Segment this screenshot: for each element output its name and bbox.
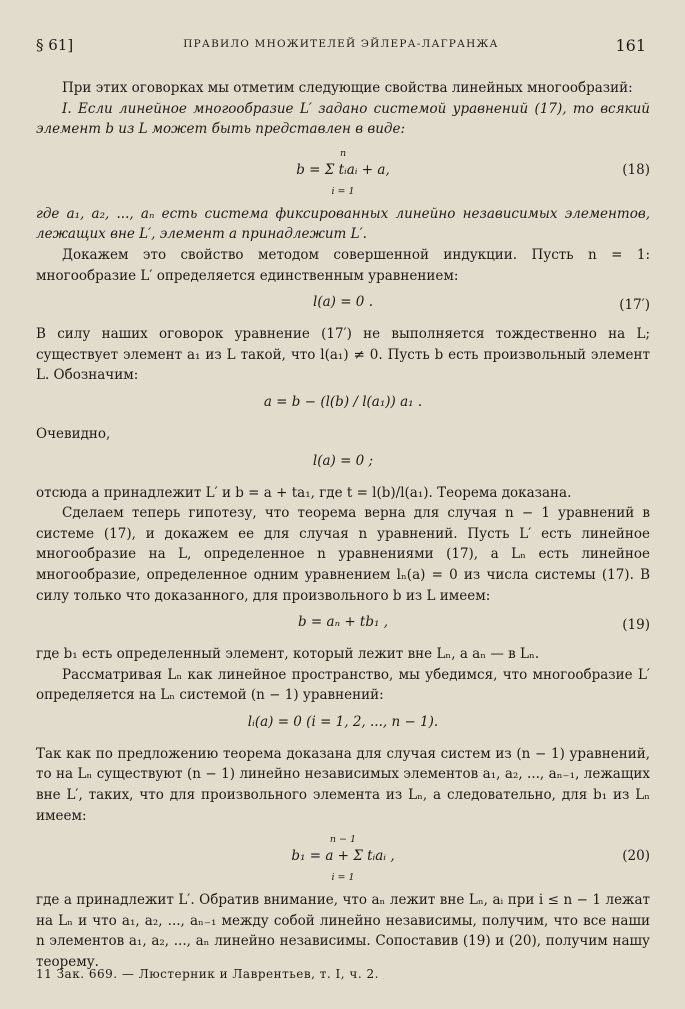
equation-body: l(a) = 0 ; [312,452,374,469]
running-title: ПРАВИЛО МНОЖИТЕЛЕЙ ЭЙЛЕРА-ЛАГРАНЖА [183,38,499,50]
equation-body: l(a) = 0 . [313,294,373,311]
equation-body: b₁ = a + Σ tᵢaᵢ , [291,848,395,865]
paragraph: При этих оговорках мы отметим следующие свойства линейных многообразий: [62,80,633,96]
equation-body: lᵢ(a) = 0 (i = 1, 2, ..., n − 1). [247,713,439,730]
paragraph: Так как по предложению теорема доказана для случая систем из (n − 1) уравнений, то на Lₙ существуют (n − 1) линейно независимых элементов a₁, a₂, ..., aₙ₋₁, лежащих вне L′, таких, что для произвольного элемента из Lₙ, а следовательно, для b₁ из Lₙ имеем: [36,745,650,824]
equation-l-i [36,712,650,738]
footer-note: 11 Зак. 669. — Люстерник и Лаврентьев, т. I, ч. 2. [36,967,379,981]
equation-body: a = b − (l(b) / l(a₁)) a₁ . [263,393,423,410]
equation-a-definition [36,392,650,418]
section-ref: § 61] [36,36,74,54]
paragraph: Сделаем теперь гипотезу, что теорема верна для случая n − 1 уравнений в системе (17), и докажем ее для случая n уравнений. Пусть L′ есть линейное многообразие на L, определенное n уравнениями (17), а Lₙ есть линейное многообразие, определенное одним уравнением lₙ(a) = 0 из числа системы (17). В силу только что доказанного, для произвольного b из L имеем: [36,505,650,604]
equation-19 [36,612,650,638]
paragraph: отсюда a принадлежит L′ и b = a + ta₁, где t = l(b)/l(a₁). Теорема доказана. [36,484,572,501]
paragraph: Рассматривая Lₙ как линейное пространство, мы убедимся, что многообразие L′ определяется на Lₙ системой (n − 1) уравнений: [36,666,650,704]
equation-body: b = aₙ + tb₁ , [297,614,388,631]
theorem-statement: I. Если линейное многообразие L′ задано системой уравнений (17), то всякий элемент b из L может быть представлен в виде: [36,100,650,138]
paragraph: где a принадлежит L′. Обратив внимание, что aₙ лежит вне Lₙ, aᵢ при i ≤ n − 1 лежат на Lₙ и что a₁, a₂, ..., aₙ₋₁ между собой линейно независимы, получим, что все наши n элементов a₁, a₂, ..., aₙ линейно независимы. Сопоставив (19) и (20), получим нашу теорему. [36,892,650,971]
running-header [36,36,646,58]
paragraph: где a₁, a₂, ..., aₙ есть система фиксированных линейно независимых элементов, лежащих вне L′, элемент a принадлежит L′. [36,205,650,243]
equation-l-a [36,451,650,477]
sum-lower-limit: i = 1 [331,185,355,197]
equation-number: (19) [622,617,650,634]
paragraph: Докажем это свойство методом совершенной индукции. Пусть n = 1: многообразие L′ определяется единственным уравнением: [36,246,650,284]
page-body [36,78,650,973]
equation-17-prime [36,292,650,318]
paragraph: В силу наших оговорок уравнение (17′) не выполняется тождественно на L; существует элемент a₁ из L такой, что l(a₁) ≠ 0. Пусть b есть произвольный элемент L. Обозначим: [36,326,650,384]
paragraph: где b₁ есть определенный элемент, который лежит вне Lₙ, а aₙ — в Lₙ. [36,646,540,663]
equation-number: (20) [622,848,650,865]
equation-18 [36,146,650,198]
sum-lower-limit: i = 1 [331,872,355,884]
page-number: 161 [615,36,646,55]
sum-upper-limit: n [339,147,347,159]
equation-number: (18) [622,161,650,178]
paragraph: Очевидно, [36,425,111,442]
sum-upper-limit: n − 1 [329,834,357,846]
equation-20 [36,832,650,884]
equation-number: (17′) [619,297,650,314]
equation-body: b = Σ tᵢaᵢ + a, [296,161,390,178]
